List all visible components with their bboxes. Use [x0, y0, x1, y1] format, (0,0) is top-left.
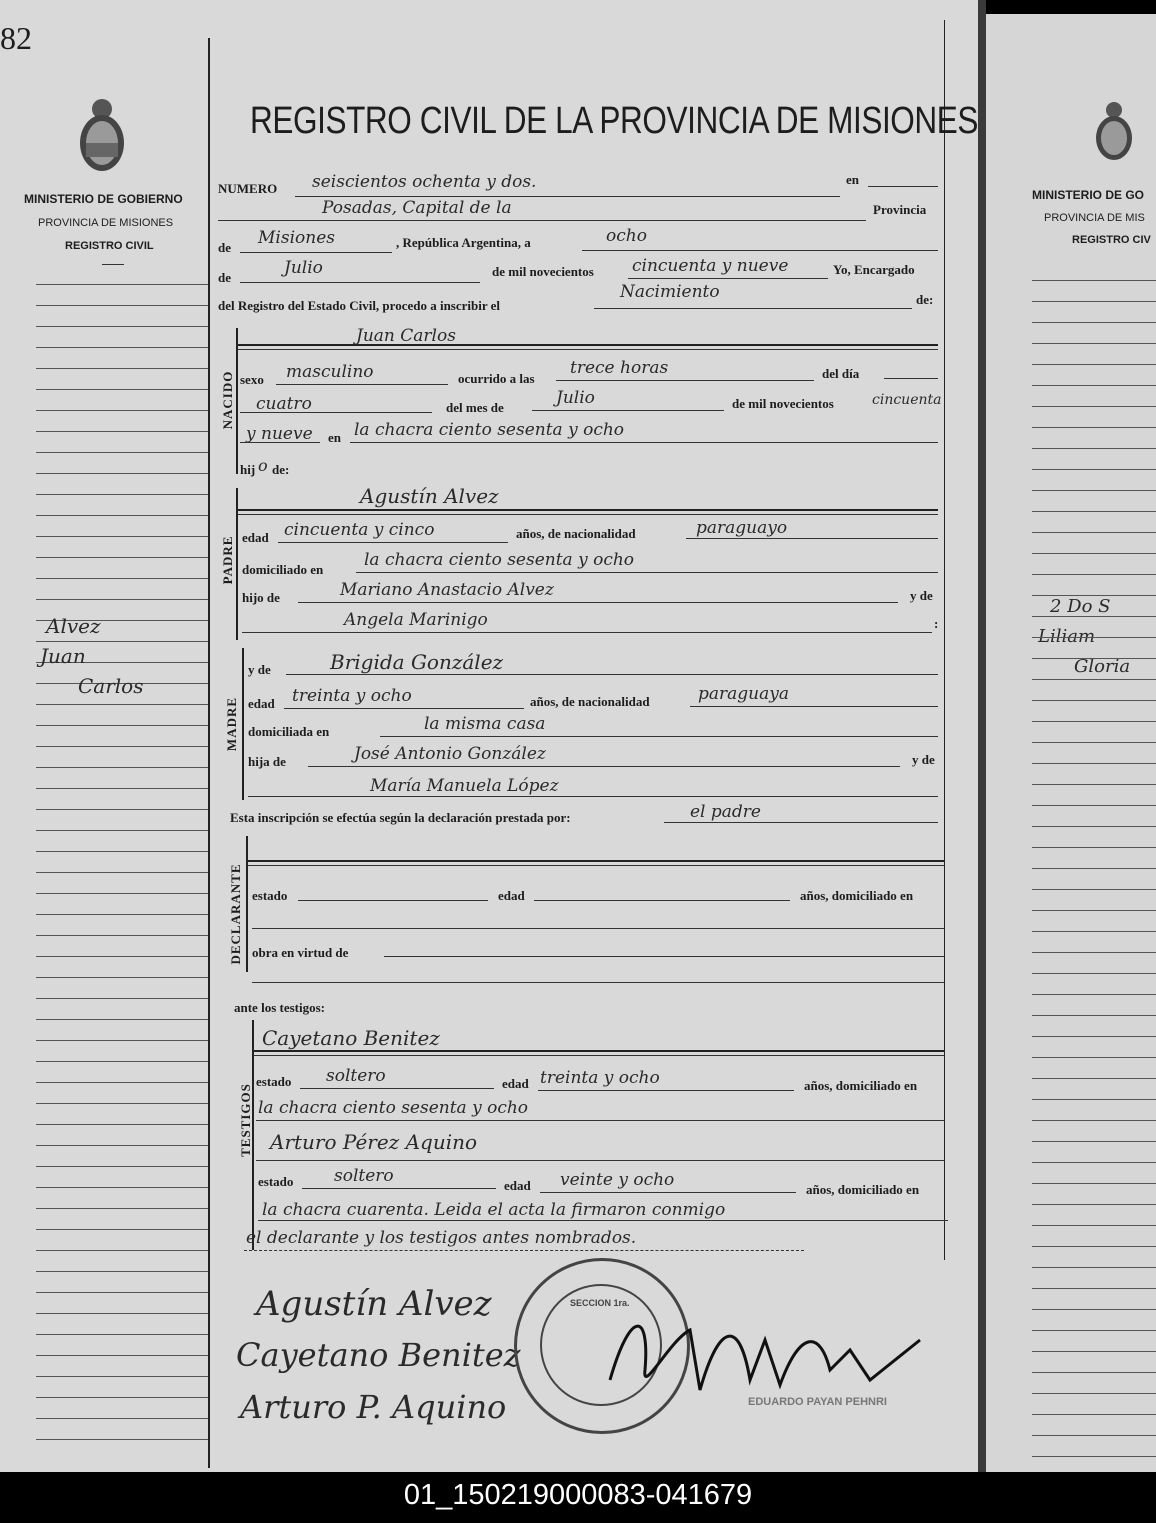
margin-line	[36, 1271, 208, 1272]
declarante-value: el padre	[690, 802, 761, 822]
divider	[102, 264, 124, 265]
margin-line	[36, 1040, 208, 1041]
provincia-value: Misiones	[258, 228, 335, 248]
underline	[356, 572, 938, 573]
office-label: REGISTRO CIVIL	[65, 240, 154, 252]
hijo-de-label: hijo de	[242, 590, 280, 605]
underline	[686, 538, 938, 539]
mes-value: Julio	[284, 258, 323, 278]
margin-line	[36, 1103, 208, 1104]
section-padre: PADRE	[220, 535, 235, 585]
underline	[244, 1250, 804, 1251]
margin-line	[36, 998, 208, 999]
underline	[256, 1160, 944, 1161]
underline	[664, 822, 938, 823]
underline	[302, 1188, 496, 1189]
underline	[594, 308, 912, 309]
margin-line	[36, 1061, 208, 1062]
margin-line	[1032, 1309, 1156, 1310]
margin-line	[1032, 889, 1156, 890]
de-colon-label: de:	[916, 292, 934, 307]
left-border	[208, 38, 210, 1468]
rule	[248, 865, 944, 866]
next-ministry-label: MINISTERIO DE GO	[1032, 188, 1145, 202]
anio-nac-value-b: y nueve	[246, 424, 313, 444]
section-nacido: NACIDO	[220, 370, 235, 430]
margin-line	[1032, 490, 1156, 491]
underline	[256, 1120, 944, 1121]
signature-testigo2: Arturo P. Aquino	[240, 1388, 507, 1426]
margin-line	[36, 1250, 208, 1251]
abuela-p-value: Angela Marinigo	[344, 610, 488, 630]
margin-line	[36, 410, 208, 411]
underline	[218, 220, 866, 221]
margin-line	[36, 956, 208, 957]
page-title: REGISTRO CIVIL DE LA PROVINCIA DE MISIONES	[250, 100, 978, 142]
abuelo-p-value: Mariano Anastacio Alvez	[340, 580, 554, 600]
underline	[534, 900, 790, 901]
acto-value: Nacimiento	[620, 282, 720, 302]
dia-nac-value: cuatro	[256, 394, 312, 414]
t2-estado-value: soltero	[334, 1166, 394, 1186]
testigo2-value: Arturo Pérez Aquino	[270, 1130, 478, 1154]
signature-testigo1: Cayetano Benitez	[236, 1336, 521, 1374]
declarante-estado-label: estado	[252, 888, 288, 903]
official-name: EDUARDO PAYAN PEHNRI	[748, 1396, 887, 1408]
book-gutter	[978, 0, 986, 1472]
section-declarante: DECLARANTE	[228, 863, 243, 965]
margin-line	[1032, 910, 1156, 911]
en-label: en	[846, 172, 859, 187]
seal-inner-text: SECCION 1ra.	[570, 1298, 630, 1308]
margin-note-line1: Alvez	[46, 614, 101, 638]
provincia-label: Provincia	[873, 202, 927, 217]
margin-line	[1032, 469, 1156, 470]
mil-novecientos-label: de mil novecientos	[492, 264, 594, 279]
next-office-label: REGISTRO CIV	[1072, 234, 1151, 246]
madre-edad-label: edad	[248, 696, 275, 711]
margin-line	[36, 284, 208, 285]
y-de-label: y de	[910, 588, 933, 603]
section-madre: MADRE	[224, 696, 239, 752]
margin-line	[36, 599, 208, 600]
margin-line	[1032, 1330, 1156, 1331]
underline	[628, 278, 828, 279]
margin-line	[1032, 1225, 1156, 1226]
t1-edad-value: treinta y ocho	[540, 1068, 660, 1088]
madre-edad-value: treinta y ocho	[292, 686, 412, 706]
margin-line	[1032, 1183, 1156, 1184]
margin-line	[1032, 616, 1156, 617]
hora-value: trece horas	[570, 358, 669, 378]
margin-line	[1032, 1036, 1156, 1037]
padre-nombre-value: Agustín Alvez	[360, 484, 499, 508]
margin-line	[36, 914, 208, 915]
hija-de-label: hija de	[248, 754, 286, 769]
margin-line	[1032, 406, 1156, 407]
numero-value: seiscientos ochenta y dos.	[312, 172, 537, 192]
sexo-value: masculino	[286, 362, 374, 382]
margin-line	[36, 788, 208, 789]
margin-line	[36, 1313, 208, 1314]
next-note-1: 2 Do S	[1050, 596, 1111, 617]
margin-line	[36, 872, 208, 873]
madre-nac-value: paraguaya	[698, 684, 789, 704]
margin-line	[1032, 637, 1156, 638]
next-note-2: Liliam	[1038, 626, 1096, 647]
margin-line	[36, 515, 208, 516]
margin-line	[1032, 448, 1156, 449]
underline	[248, 796, 938, 797]
coat-of-arms-icon	[1090, 98, 1138, 164]
en-label-2: en	[328, 430, 341, 445]
coat-of-arms-icon	[72, 95, 132, 175]
rule	[238, 349, 938, 350]
margin-line	[1032, 826, 1156, 827]
madre-dom-label: domiciliada en	[248, 724, 330, 739]
margin-line	[1032, 658, 1156, 659]
margin-line	[36, 1355, 208, 1356]
underline	[278, 542, 508, 543]
margin-line	[36, 1187, 208, 1188]
ministry-label: MINISTERIO DE GOBIERNO	[24, 192, 183, 206]
t1-estado-value: soltero	[326, 1066, 386, 1086]
margin-line	[36, 704, 208, 705]
margin-line	[1032, 1414, 1156, 1415]
margin-line	[36, 347, 208, 348]
next-page	[986, 14, 1156, 1472]
underline	[240, 252, 392, 253]
abuela-m-value: María Manuela López	[370, 776, 559, 796]
official-signature-icon	[590, 1300, 930, 1410]
margin-line	[36, 1208, 208, 1209]
nombre-value: Juan Carlos	[356, 326, 456, 346]
margin-line	[36, 893, 208, 894]
hij-suffix-value: o	[258, 456, 268, 475]
margin-line	[1032, 1351, 1156, 1352]
margin-line	[1032, 952, 1156, 953]
margin-line	[36, 725, 208, 726]
margin-line	[1032, 343, 1156, 344]
declarante-edad-label: edad	[498, 888, 525, 903]
colon-label: :	[934, 616, 939, 631]
underline	[582, 250, 938, 251]
margin-line	[36, 1124, 208, 1125]
underline	[252, 982, 944, 983]
madre-nac-label: años, de nacionalidad	[530, 694, 650, 709]
margin-line	[1032, 427, 1156, 428]
margin-line	[1032, 721, 1156, 722]
margin-line	[1032, 1456, 1156, 1457]
rule	[254, 1055, 944, 1056]
rule	[254, 1050, 944, 1052]
underline	[286, 674, 938, 675]
del-registro-label: del Registro del Estado Civil, procedo a inscribir el	[218, 298, 501, 313]
de-label: de	[218, 240, 231, 255]
yo-encargado-label: Yo, Encargado	[833, 262, 915, 277]
margin-line	[36, 1334, 208, 1335]
underline	[298, 900, 488, 901]
margin-line	[1032, 280, 1156, 281]
madre-bracket	[242, 648, 244, 800]
underline	[556, 380, 814, 381]
margin-line	[1032, 679, 1156, 680]
t2-edad-value: veinte y ocho	[560, 1170, 675, 1190]
margin-line	[1032, 784, 1156, 785]
margin-line	[36, 389, 208, 390]
numero-label: NUMERO	[218, 181, 278, 196]
t2-edad-label: edad	[504, 1178, 531, 1193]
underline	[252, 928, 944, 929]
underline	[384, 956, 944, 957]
margin-line	[36, 536, 208, 537]
province-label: PROVINCIA DE MISIONES	[38, 217, 174, 229]
rule	[248, 860, 944, 862]
underline	[884, 378, 938, 379]
margin-line	[1032, 1162, 1156, 1163]
ante-testigos-label: ante los testigos:	[234, 1000, 325, 1015]
underline	[300, 1088, 494, 1089]
margin-line	[1032, 1393, 1156, 1394]
ocurrido-label: ocurrido a las	[458, 371, 535, 386]
underline	[240, 282, 480, 283]
t1-estado-label: estado	[256, 1074, 292, 1089]
margin-line	[36, 1019, 208, 1020]
margin-line	[1032, 1120, 1156, 1121]
margin-line	[1032, 742, 1156, 743]
margin-line	[36, 809, 208, 810]
margin-note-line2: Juan	[40, 644, 86, 668]
cierre-value: el declarante y los testigos antes nombrados.	[246, 1228, 637, 1248]
margin-line	[36, 641, 208, 642]
margin-line	[1032, 532, 1156, 533]
hij-label: hij	[240, 462, 256, 477]
madre-y-de-label: y de	[248, 662, 271, 677]
underline	[258, 1220, 948, 1221]
hij-de-label: de:	[272, 462, 290, 477]
underline	[380, 736, 938, 737]
margin-line	[1032, 1267, 1156, 1268]
section-testigos: TESTIGOS	[238, 1083, 253, 1157]
underline	[868, 186, 938, 187]
madre-y-de-label-2: y de	[912, 752, 935, 767]
margin-line	[36, 1166, 208, 1167]
margin-line	[36, 830, 208, 831]
testigo1-value: Cayetano Benitez	[262, 1026, 440, 1050]
next-province-label: PROVINCIA DE MIS	[1044, 212, 1145, 224]
mes-nac-value: Julio	[556, 388, 595, 408]
del-dia-label: del día	[822, 366, 860, 381]
rule	[238, 509, 938, 511]
margin-line	[36, 1145, 208, 1146]
underline	[298, 602, 898, 603]
margin-line	[36, 368, 208, 369]
page-number: 82	[0, 20, 32, 56]
signature-padre: Agustín Alvez	[256, 1284, 492, 1324]
margin-line	[36, 305, 208, 306]
margin-line	[1032, 847, 1156, 848]
margin-line	[36, 767, 208, 768]
file-id: 01_150219000083-041679	[0, 1472, 1156, 1523]
margin-line	[36, 494, 208, 495]
anio-value: cincuenta y nueve	[632, 256, 789, 276]
lugar-value: Posadas, Capital de la	[322, 198, 512, 218]
margin-line	[1032, 1015, 1156, 1016]
margin-line	[1032, 553, 1156, 554]
margin-line	[1032, 301, 1156, 302]
margin-line	[1032, 1078, 1156, 1079]
t1-dom-value: la chacra ciento sesenta y ocho	[258, 1098, 529, 1118]
declaracion-label: Esta inscripción se efectúa según la declaración prestada por:	[230, 810, 571, 825]
padre-nac-value: paraguayo	[696, 518, 788, 538]
underline	[295, 196, 840, 197]
padre-edad-value: cincuenta y cinco	[284, 520, 435, 540]
padre-dom-label: domiciliado en	[242, 562, 324, 577]
margin-line	[1032, 1288, 1156, 1289]
margin-line	[1032, 1057, 1156, 1058]
margin-line	[1032, 931, 1156, 932]
dia-value: ocho	[606, 226, 647, 246]
underline	[538, 1090, 794, 1091]
margin-line	[36, 851, 208, 852]
margin-line	[1032, 994, 1156, 995]
rule	[238, 344, 938, 346]
margin-line	[36, 452, 208, 453]
margin-line	[1032, 1246, 1156, 1247]
margin-line	[36, 746, 208, 747]
right-border	[944, 20, 945, 1260]
madre-dom-value: la misma casa	[424, 714, 546, 734]
margin-line	[1032, 1099, 1156, 1100]
margin-line	[36, 473, 208, 474]
margin-line	[1032, 1372, 1156, 1373]
margin-line	[1032, 973, 1156, 974]
underline	[540, 1192, 796, 1193]
obra-label: obra en virtud de	[252, 945, 349, 960]
margin-line	[1032, 595, 1156, 596]
margin-line	[1032, 805, 1156, 806]
margin-line	[36, 557, 208, 558]
margin-line	[36, 977, 208, 978]
declarante-dom-label: años, domiciliado en	[800, 888, 914, 903]
margin-line	[36, 1397, 208, 1398]
next-note-3: Gloria	[1074, 656, 1131, 677]
margin-line	[36, 578, 208, 579]
underline	[240, 442, 320, 443]
underline	[242, 632, 932, 633]
margin-line	[1032, 364, 1156, 365]
underline	[532, 410, 724, 411]
padre-dom-value: la chacra ciento sesenta y ocho	[364, 550, 635, 570]
margin-note-line3: Carlos	[78, 674, 144, 698]
padre-nac-label: años, de nacionalidad	[516, 526, 636, 541]
t1-edad-label: edad	[502, 1076, 529, 1091]
underline	[276, 384, 448, 385]
margin-line	[1032, 1141, 1156, 1142]
margin-line	[36, 935, 208, 936]
t2-dom-label: años, domiciliado en	[806, 1182, 920, 1197]
t1-dom-label: años, domiciliado en	[804, 1078, 918, 1093]
margin-line	[1032, 868, 1156, 869]
t2-estado-label: estado	[258, 1174, 294, 1189]
underline	[308, 766, 900, 767]
anio-nac-value-a: cincuenta	[872, 392, 942, 408]
margin-line	[1032, 322, 1156, 323]
margin-line	[1032, 763, 1156, 764]
margin-line	[1032, 1204, 1156, 1205]
margin-line	[36, 431, 208, 432]
abuelo-m-value: José Antonio González	[354, 744, 546, 764]
de-label-2: de	[218, 270, 231, 285]
padre-edad-label: edad	[242, 530, 269, 545]
del-mes-label: del mes de	[446, 400, 504, 415]
margin-line	[36, 1229, 208, 1230]
margin-line	[36, 1292, 208, 1293]
margin-line	[1032, 385, 1156, 386]
margin-line	[36, 326, 208, 327]
margin-line	[1032, 574, 1156, 575]
mil-novecientos-label-2: de mil novecientos	[732, 396, 834, 411]
margin-line	[36, 1418, 208, 1419]
margin-line	[36, 1376, 208, 1377]
margin-line	[1032, 511, 1156, 512]
margin-line	[1032, 1435, 1156, 1436]
rule	[238, 514, 938, 515]
declarante-bracket	[246, 836, 248, 972]
t2-dom-value: la chacra cuarenta. Leida el acta la firmaron conmigo	[262, 1200, 726, 1220]
sexo-label: sexo	[240, 372, 264, 387]
underline	[350, 442, 938, 443]
madre-nombre-value: Brigida González	[330, 650, 504, 674]
lugar-nac-value: la chacra ciento sesenta y ocho	[354, 420, 625, 440]
margin-line	[1032, 700, 1156, 701]
republica-label: , República Argentina, a	[396, 235, 531, 250]
underline	[284, 708, 524, 709]
underline	[690, 706, 938, 707]
margin-line	[36, 1082, 208, 1083]
margin-line	[36, 1439, 208, 1440]
